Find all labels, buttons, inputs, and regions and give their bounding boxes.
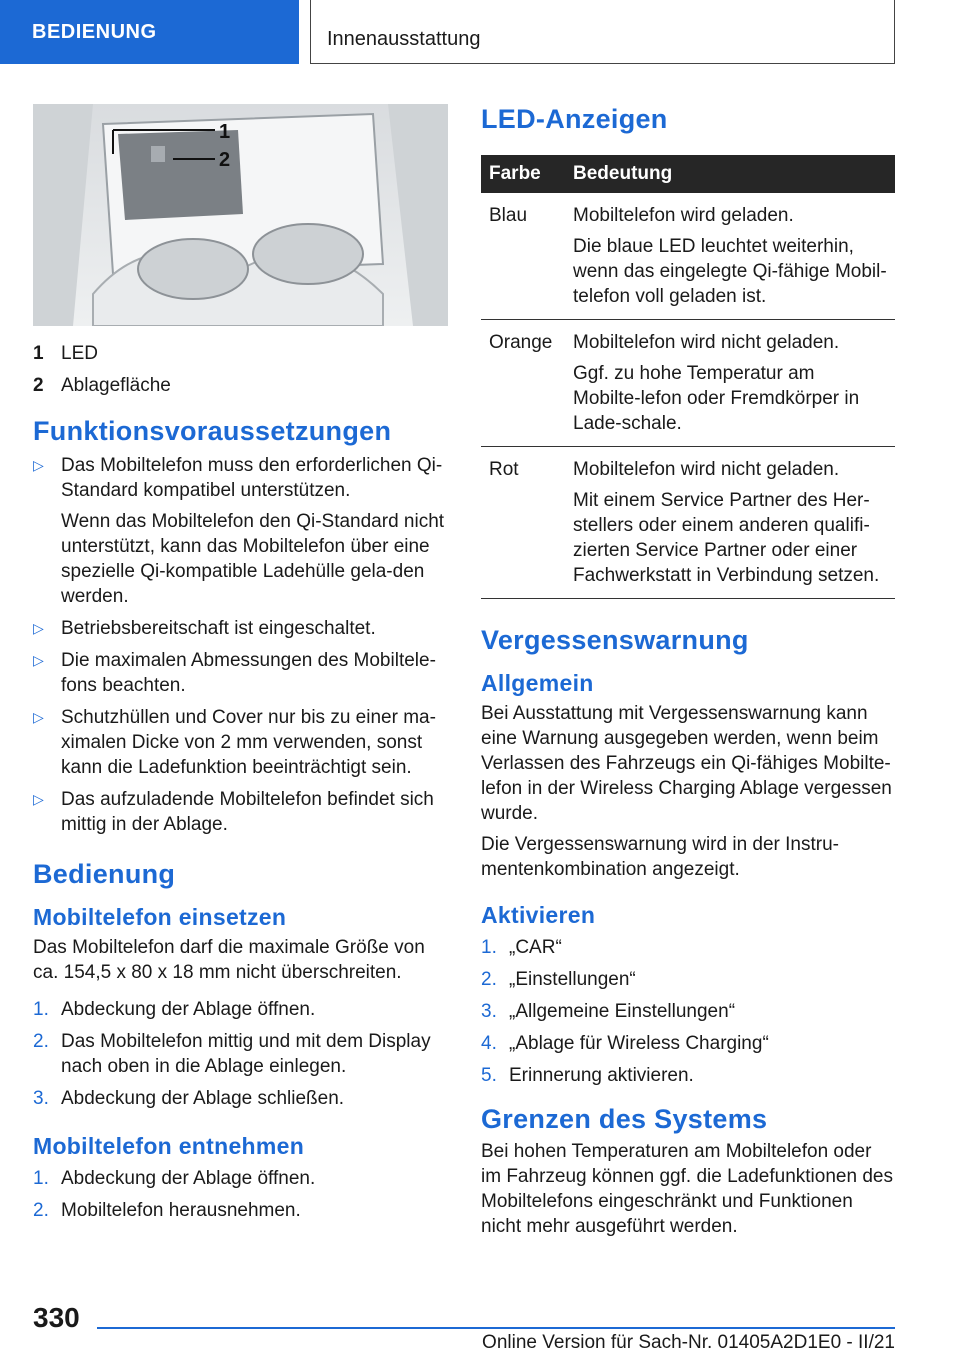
step-text: Erinnerung aktivieren. <box>509 1065 694 1086</box>
list-item-text: Die maximalen Abmessungen des Mobiltele-fons beachten. <box>61 650 436 696</box>
table-row <box>481 320 895 447</box>
heading-vergessenswarnung: Vergessenswarnung <box>481 625 749 655</box>
triangle-icon: ▷ <box>33 620 44 636</box>
meaning-main: Mobiltelefon wird nicht geladen. <box>573 332 840 353</box>
meaning-extra: Mit einem Service Partner des Her-stellers oder einem anderen qualifi-zierten Service Partner oder einer Fachwerkstatt in Verbindung setzen. <box>573 490 880 586</box>
cell-meaning <box>565 320 895 447</box>
legend-number: 1 <box>33 343 44 364</box>
list-item-subtext: Wenn das Mobiltelefon den Qi-Standard nicht unterstützt, kann das Mobiltelefon über eine spezielle Qi-kompatible Ladehülle gela-den werden. <box>61 511 445 607</box>
triangle-icon: ▷ <box>33 791 44 807</box>
requirements-list <box>33 453 448 837</box>
heading-funktionsvoraussetzungen: Funktionsvoraussetzungen <box>33 416 392 446</box>
list-item <box>33 616 448 641</box>
column-header-bedeutung: Bedeutung <box>565 155 895 193</box>
cell-color: Rot <box>481 447 565 599</box>
console-figure <box>33 104 448 326</box>
step-text: „Ablage für Wireless Charging“ <box>509 1033 769 1054</box>
step-number: 4. <box>481 1033 497 1054</box>
heading-aktivieren: Aktivieren <box>481 902 596 928</box>
callout-1: 1 <box>219 121 231 143</box>
step-text: „Einstellungen“ <box>509 969 636 990</box>
meaning-main: Mobiltelefon wird geladen. <box>573 205 794 226</box>
section-tab: BEDIENUNG <box>0 0 299 64</box>
chapter-title: Innenausstattung <box>310 0 895 64</box>
legend-item <box>33 338 448 370</box>
table-header-row <box>481 155 895 193</box>
cell-color: Orange <box>481 320 565 447</box>
step-number: 5. <box>481 1065 497 1086</box>
paragraph-allgemein-1: Bei Ausstattung mit Vergessenswarnung kann eine Warnung ausgegeben werden, wenn beim Verlassen des Fahrzeugs ein Qi-fähiges Mobilte-lefon in der Wireless Charging Ablage vergessen wurde. <box>481 703 892 824</box>
step-item <box>481 1063 895 1088</box>
step-item <box>33 1166 448 1191</box>
step-text: Abdeckung der Ablage öffnen. <box>61 999 316 1020</box>
heading-mobiltelefon-einsetzen: Mobiltelefon einsetzen <box>33 904 287 930</box>
list-item-text: Betriebsbereitschaft ist eingeschaltet. <box>61 618 376 639</box>
step-item <box>33 997 448 1022</box>
aktivieren-steps <box>481 935 895 1088</box>
triangle-icon: ▷ <box>33 709 44 725</box>
step-item <box>33 1029 448 1079</box>
step-text: Mobiltelefon herausnehmen. <box>61 1200 301 1221</box>
heading-bedienung: Bedienung <box>33 859 176 889</box>
step-item <box>481 967 895 992</box>
step-item <box>481 1031 895 1056</box>
page-number: 330 <box>33 1302 80 1333</box>
triangle-icon: ▷ <box>33 457 44 473</box>
step-text: Abdeckung der Ablage öffnen. <box>61 1168 316 1189</box>
list-item <box>33 787 448 837</box>
cell-meaning <box>565 447 895 599</box>
step-number: 3. <box>481 1001 497 1022</box>
step-text: Abdeckung der Ablage schließen. <box>61 1088 345 1109</box>
step-item <box>33 1198 448 1223</box>
step-number: 1. <box>33 999 49 1020</box>
step-number: 2. <box>33 1200 49 1221</box>
left-column <box>33 104 448 1230</box>
step-text: Das Mobiltelefon mittig und mit dem Display nach oben in die Ablage einlegen. <box>61 1031 431 1077</box>
step-number: 1. <box>33 1168 49 1189</box>
column-header-farbe: Farbe <box>481 155 565 193</box>
step-text: „CAR“ <box>509 937 562 958</box>
legend-label: Ablagefläche <box>61 375 171 396</box>
triangle-icon: ▷ <box>33 652 44 668</box>
figure-legend <box>33 338 448 402</box>
heading-mobiltelefon-entnehmen: Mobiltelefon entnehmen <box>33 1133 305 1159</box>
list-item-text: Das Mobiltelefon muss den erforderlichen Qi-Standard kompatibel unterstützen. <box>61 455 443 501</box>
footer-divider <box>97 1327 895 1329</box>
list-item <box>33 705 448 780</box>
step-item <box>481 999 895 1024</box>
step-item <box>33 1086 448 1111</box>
paragraph-allgemein-2: Die Vergessenswarnung wird in der Instru-mentenkombination angezeigt. <box>481 834 840 880</box>
list-item-text: Schutzhüllen und Cover nur bis zu einer ma-ximalen Dicke von 2 mm verwenden, sonst kann die Ladefunktion beeinträchtigt sein. <box>61 707 436 778</box>
step-number: 3. <box>33 1088 49 1109</box>
legend-label: LED <box>61 343 98 364</box>
step-number: 1. <box>481 937 497 958</box>
table-row <box>481 193 895 320</box>
list-item-text: Das aufzuladende Mobiltelefon befindet sich mittig in der Ablage. <box>61 789 434 835</box>
step-text: „Allgemeine Einstellungen“ <box>509 1001 736 1022</box>
heading-allgemein: Allgemein <box>481 670 594 696</box>
heading-grenzen-des-systems: Grenzen des Systems <box>481 1104 768 1134</box>
table-row <box>481 447 895 599</box>
console-illustration <box>33 104 448 326</box>
cell-color: Blau <box>481 193 565 320</box>
entnehmen-steps <box>33 1166 448 1223</box>
einsetzen-steps <box>33 997 448 1111</box>
step-item <box>481 935 895 960</box>
meaning-extra: Die blaue LED leuchtet weiterhin, wenn das eingelegte Qi-fähige Mobil-telefon voll geladen ist. <box>573 236 887 307</box>
legend-item <box>33 370 448 402</box>
list-item <box>33 648 448 698</box>
led-table <box>481 155 895 599</box>
legend-number: 2 <box>33 375 44 396</box>
cell-meaning <box>565 193 895 320</box>
paragraph-einsetzen: Das Mobiltelefon darf die maximale Größe von ca. 154,5 x 80 x 18 mm nicht überschreiten. <box>33 937 425 983</box>
step-number: 2. <box>481 969 497 990</box>
footer-text: Online Version für Sach-Nr. 01405A2D1E0 - II/21 <box>482 1332 895 1353</box>
callout-2: 2 <box>219 149 231 171</box>
meaning-extra: Ggf. zu hohe Temperatur am Mobilte-lefon oder Fremdkörper in Lade-schale. <box>573 363 860 434</box>
heading-led-anzeigen: LED-Anzeigen <box>481 104 668 134</box>
paragraph-grenzen: Bei hohen Temperaturen am Mobiltelefon oder im Fahrzeug können ggf. die Ladefunktionen des Mobiltelefons eingeschränkt und Funktionen nicht mehr ausgeführt werden. <box>481 1141 893 1237</box>
meaning-main: Mobiltelefon wird nicht geladen. <box>573 459 840 480</box>
step-number: 2. <box>33 1031 49 1052</box>
right-column <box>481 104 895 1239</box>
list-item <box>33 453 448 609</box>
